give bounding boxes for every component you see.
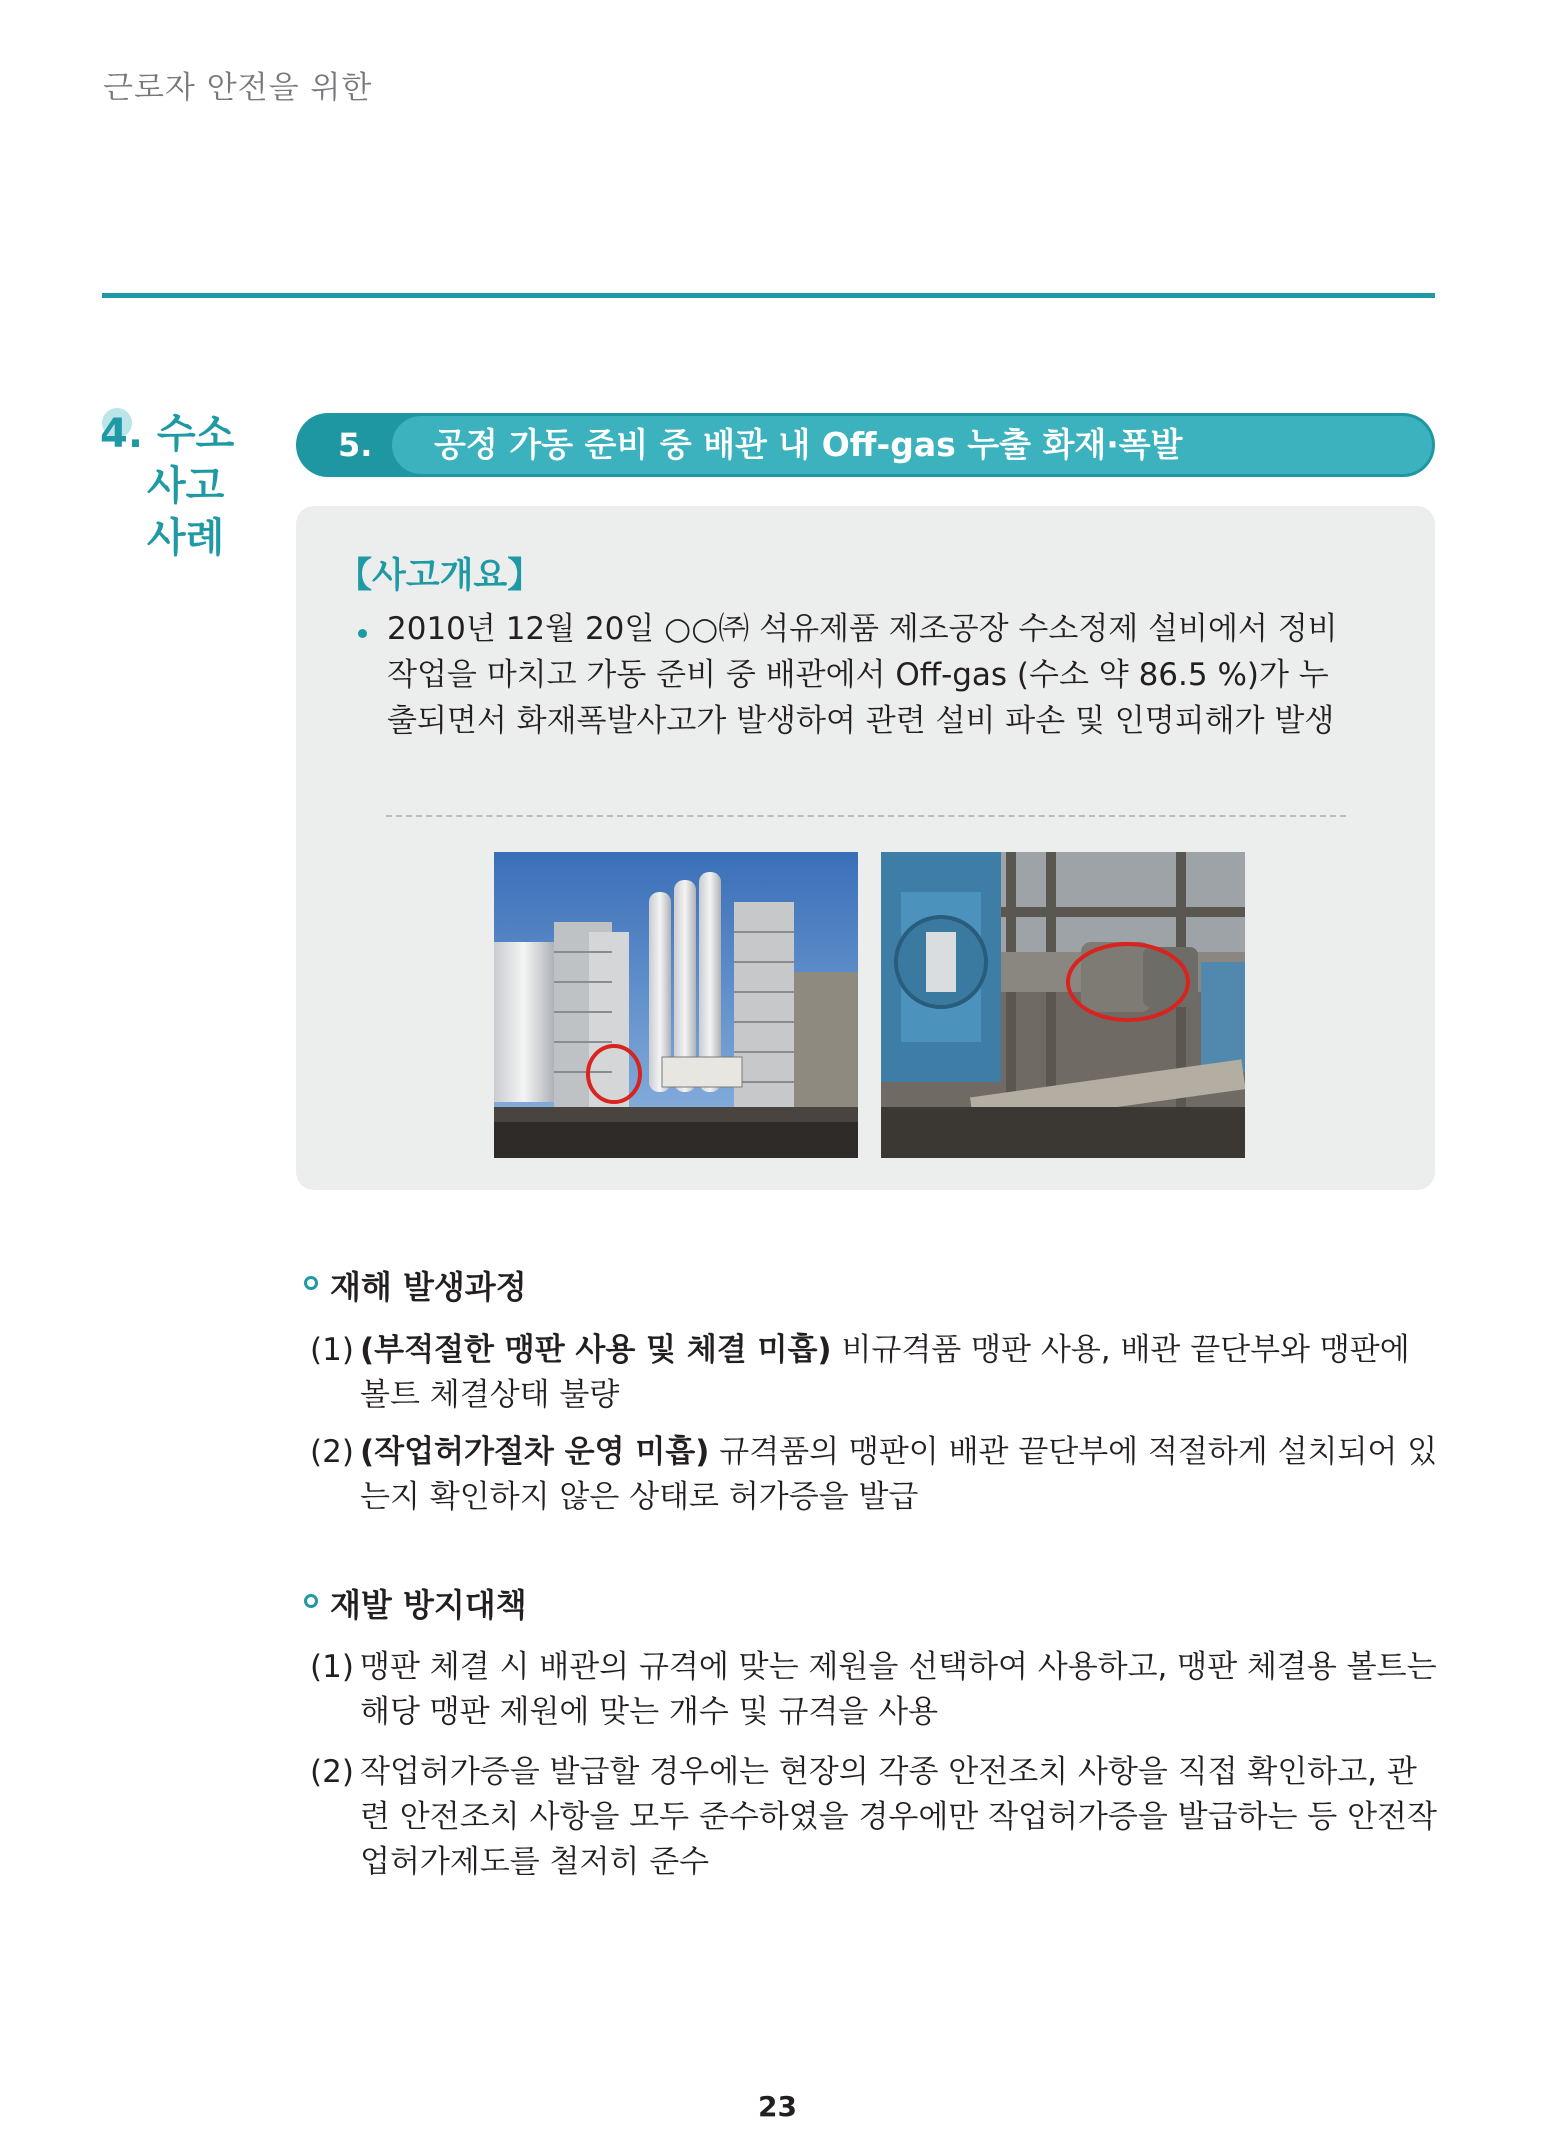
prevention-section-title (304, 1580, 527, 1626)
overview-heading: 【사고개요】 (337, 556, 543, 596)
item-text: 비규격품 맹판 사용, 배관 끝단부와 맹판에 볼트 체결상태 불량 (360, 1332, 1410, 1413)
item-text: 작업허가증을 발급할 경우에는 현장의 각종 안전조치 사항을 직접 확인하고, 관련 안전조치 사항을 모두 준수하였을 경우에만 작업허가증을 발급하는 등 안전작업허가제도를 철저히 준수 (360, 1754, 1437, 1880)
side-title-line-1: 4. 수소 (100, 411, 235, 457)
process-section-title (304, 1262, 527, 1308)
running-header: 근로자 안전을 위한 (103, 70, 373, 106)
header-divider (102, 293, 1435, 298)
section-ring-icon (304, 1594, 318, 1608)
case-title-banner (296, 413, 1435, 477)
prevention-item (310, 1645, 1440, 1735)
case-number: 5. (338, 426, 373, 464)
plant-towers-photo (494, 852, 858, 1158)
item-text: 규격품의 맹판이 배관 끝단부에 적절하게 설치되어 있는지 확인하지 않은 상태로 허가증을 발급 (360, 1434, 1438, 1515)
item-text: 맹판 체결 시 배관의 규격에 맞는 제원을 선택하여 사용하고, 맹판 체결용 볼트는 해당 맹판 제원에 맞는 개수 및 규격을 사용 (360, 1649, 1437, 1730)
item-number: (1) (310, 1332, 354, 1368)
section-side-title (100, 408, 235, 564)
prevention-title-text: 재발 방지대책 (330, 1586, 527, 1624)
item-bold-label: (부적절한 맹판 사용 및 체결 미흡) (360, 1332, 832, 1368)
item-number: (1) (310, 1649, 354, 1685)
process-title-text: 재해 발생과정 (330, 1268, 527, 1306)
case-title: 공정 가동 준비 중 배관 내 Off-gas 누출 화재·폭발 (434, 425, 1183, 464)
side-title-line-2: 사고 (147, 463, 225, 509)
item-bold-label: (작업허가절차 운영 미흡) (360, 1434, 710, 1470)
accident-overview-panel (296, 506, 1435, 1190)
overview-text: 2010년 12월 20일 ○○㈜ 석유제품 제조공장 수소정제 설비에서 정비작업을 마치고 가동 준비 중 배관에서 Off-gas (수소 약 86.5 %)가 누출되면서 화재폭발사고가 발생하여 관련 설비 파손 및 인명피해가 발생 (387, 611, 1338, 739)
item-body (360, 1430, 1440, 1520)
process-item (310, 1430, 1440, 1520)
prevention-item (310, 1750, 1440, 1885)
item-number: (2) (310, 1754, 354, 1790)
pipe-blind-flange-photo (881, 852, 1245, 1158)
process-item (310, 1328, 1440, 1418)
page-number: 23 (758, 2090, 797, 2123)
bullet-dot-icon (358, 629, 367, 638)
side-title-line-3: 사례 (147, 515, 225, 561)
item-number: (2) (310, 1434, 354, 1470)
dashed-divider (386, 815, 1346, 817)
section-ring-icon (304, 1276, 318, 1290)
item-body (360, 1328, 1440, 1418)
